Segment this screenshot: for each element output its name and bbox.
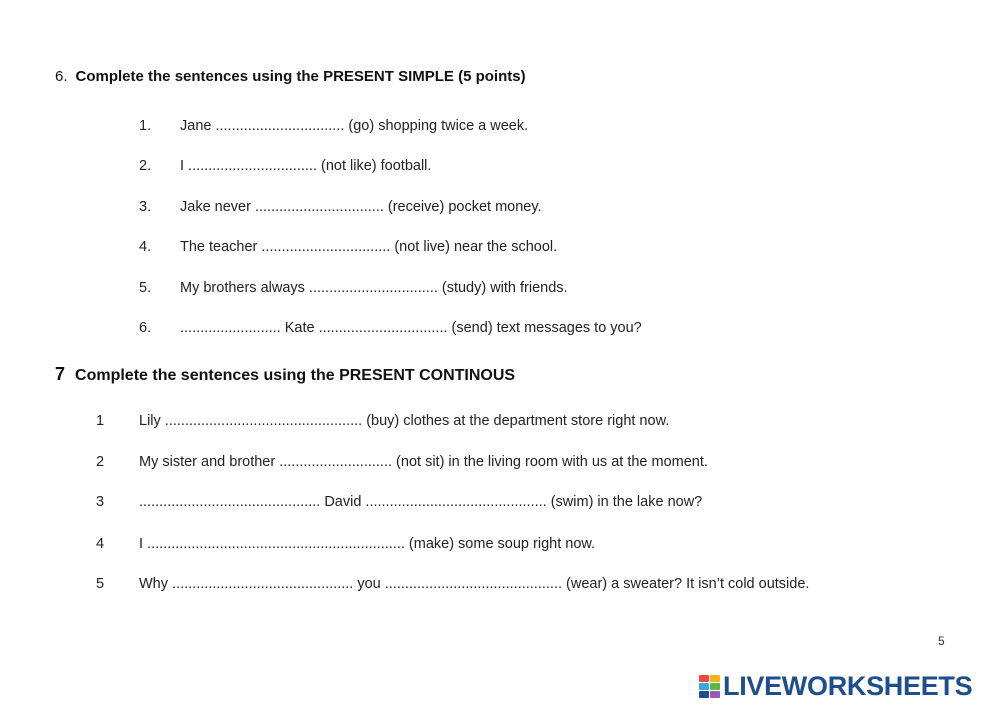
liveworksheets-brand[interactable] bbox=[698, 671, 972, 701]
item-sentence: Jake never ................................ (receive) pocket money. bbox=[180, 199, 542, 215]
item-sentence: I ................................ (not like) football. bbox=[180, 158, 432, 174]
section-7-number: 7 bbox=[55, 364, 66, 384]
item-number: 5. bbox=[139, 280, 152, 296]
brand-name: LIVEWORKSHEETS bbox=[723, 670, 973, 701]
logo-tile bbox=[710, 675, 720, 682]
item-number: 3. bbox=[139, 199, 152, 215]
logo-tile bbox=[699, 675, 709, 682]
item-sentence: Lily ................................................. (buy) clothes at the department store right now. bbox=[139, 413, 670, 429]
item-number: 5 bbox=[96, 576, 105, 592]
item-sentence: Why ............................................. you ............................................ (wear) a sweater? It isn’t cold outside. bbox=[139, 576, 810, 592]
item-number: 4 bbox=[96, 536, 105, 552]
logo-tile bbox=[710, 683, 720, 690]
item-sentence: My sister and brother ............................ (not sit) in the living room with us at the moment. bbox=[139, 454, 708, 470]
page-number: 5 bbox=[938, 634, 945, 648]
item-sentence: The teacher ................................ (not live) near the school. bbox=[180, 239, 558, 255]
item-number: 4. bbox=[139, 239, 152, 255]
section-7-title bbox=[55, 364, 515, 385]
item-sentence: ............................................. David ............................................. (swim) in the lake now? bbox=[139, 494, 703, 510]
item-sentence: Jane ................................ (go) shopping twice a week. bbox=[180, 118, 529, 134]
item-sentence: I ................................................................ (make) some soup right now. bbox=[139, 536, 596, 552]
item-number: 3 bbox=[96, 494, 105, 510]
item-number: 1. bbox=[139, 118, 152, 134]
logo-tile bbox=[699, 683, 709, 690]
logo-tile bbox=[699, 691, 709, 698]
item-number: 2. bbox=[139, 158, 152, 174]
section-6-number: 6. bbox=[55, 68, 68, 85]
item-number: 2 bbox=[96, 454, 105, 470]
item-number: 1 bbox=[96, 413, 105, 429]
section-6-heading: Complete the sentences using the PRESENT SIMPLE (5 points) bbox=[75, 68, 526, 85]
item-sentence: My brothers always ................................ (study) with friends. bbox=[180, 280, 568, 296]
item-sentence: ......................... Kate ................................ (send) text messages to you? bbox=[180, 320, 642, 336]
logo-tile bbox=[710, 691, 720, 698]
item-number: 6. bbox=[139, 320, 152, 336]
section-6-title bbox=[55, 68, 526, 85]
section-7-heading: Complete the sentences using the PRESENT CONTINOUS bbox=[75, 367, 516, 384]
liveworksheets-logo-icon bbox=[698, 674, 720, 698]
